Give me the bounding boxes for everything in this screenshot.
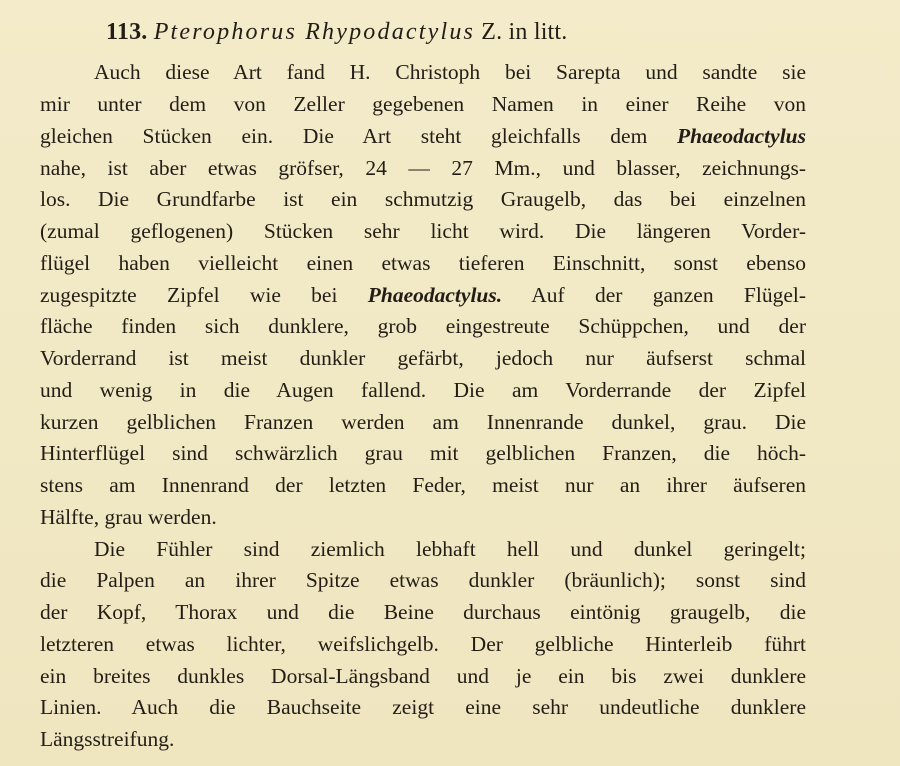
text-line: Hinterflügel sind schwärzlich grau mit gelblichen Franzen, die höch- <box>40 441 806 465</box>
text-line: kurzen gelblichen Franzen werden am Innenrande dunkel, grau. Die <box>40 410 806 434</box>
text-line: Längsstreifung. <box>40 727 175 751</box>
text-line: nahe, ist aber etwas gröfser, 24 — 27 Mm., und blasser, zeichnungs- <box>40 156 806 180</box>
text-line: Hälfte, grau werden. <box>40 505 217 529</box>
text-line: flügel haben vielleicht einen etwas tieferen Einschnitt, sonst ebenso <box>40 251 806 275</box>
text-line: los. Die Grundfarbe ist ein schmutzig Graugelb, das bei einzelnen <box>40 187 806 211</box>
text-line: stens am Innenrand der letzten Feder, meist nur an ihrer äufseren <box>40 473 806 497</box>
text-line: fläche finden sich dunklere, grob eingestreute Schüppchen, und der <box>40 314 806 338</box>
text-line: Linien. Auch die Bauchseite zeigt eine sehr undeutliche dunklere <box>40 695 806 719</box>
text-line: und wenig in die Augen fallend. Die am Vorderrande der Zipfel <box>40 378 806 402</box>
text-line <box>40 280 806 310</box>
species-name: Pterophorus Rhypodactylus <box>153 19 476 45</box>
text-line <box>40 121 806 151</box>
text-line: ein breites dunkles Dorsal-Längsband und je ein bis zwei dunklere <box>40 664 806 688</box>
text-span: zugespitzte Zipfel wie bei <box>40 283 368 307</box>
text-line: mir unter dem von Zeller gegebenen Namen in einer Reihe von <box>40 92 806 116</box>
text-line: letzteren etwas lichter, weifslichgelb. Der gelbliche Hinterleib führt <box>40 632 806 656</box>
text-span: gleichen Stücken ein. Die Art steht gleichfalls dem <box>40 124 677 148</box>
text-line: Die Fühler sind ziemlich lebhaft hell und dunkel geringelt; <box>94 537 806 561</box>
text-span: Auf der ganzen Flügel- <box>502 283 806 307</box>
text-line: Vorderrand ist meist dunkler gefärbt, jedoch nur äufserst schmal <box>40 346 806 370</box>
italic-taxon-name: Phaeodactylus <box>677 124 806 148</box>
species-authority: Z. in litt. <box>481 19 568 45</box>
entry-number: 113. <box>106 19 148 45</box>
text-line: die Palpen an ihrer Spitze etwas dunkler (bräunlich); sonst sind <box>40 568 806 592</box>
text-line: (zumal geflogenen) Stücken sehr licht wird. Die längeren Vorder- <box>40 219 806 243</box>
text-line: der Kopf, Thorax und die Beine durchaus eintönig graugelb, die <box>40 600 806 624</box>
text-line: Auch diese Art fand H. Christoph bei Sarepta und sandte sie <box>94 60 806 84</box>
species-heading <box>106 16 568 48</box>
italic-taxon-name: Phaeodactylus. <box>367 283 503 307</box>
